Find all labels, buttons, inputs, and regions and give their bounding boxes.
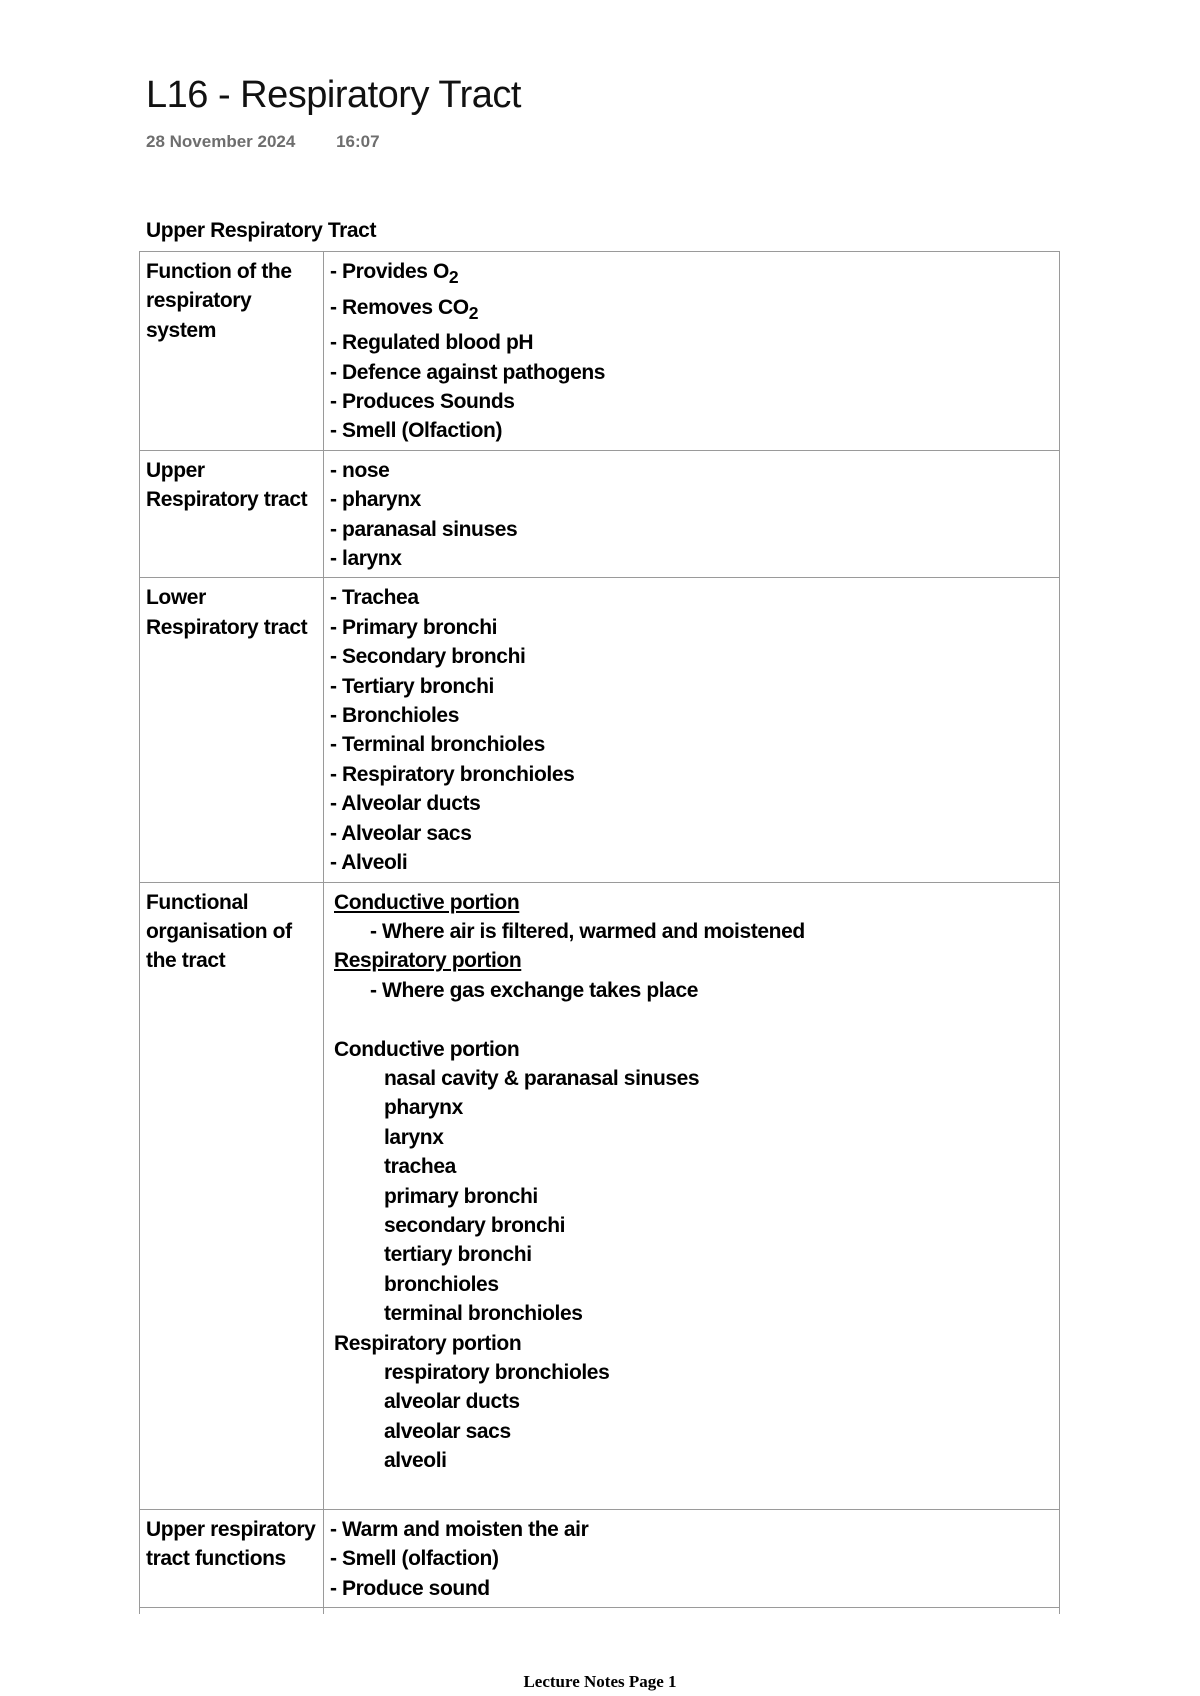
table-row-continued bbox=[140, 1608, 1060, 1615]
list-item: - larynx bbox=[330, 547, 402, 571]
list-item: - Produces Sounds bbox=[330, 390, 515, 413]
list-item-text: - Removes CO bbox=[330, 295, 469, 319]
row-label: Function of the respiratory system bbox=[140, 252, 324, 451]
row-label: Upper respiratory tract functions bbox=[140, 1510, 324, 1608]
table-row bbox=[140, 882, 1060, 1510]
list-item: - Alveoli bbox=[330, 851, 408, 875]
subscript: 2 bbox=[448, 267, 459, 288]
list-item: nasal cavity & paranasal sinuses bbox=[384, 1066, 700, 1090]
page-footer: Lecture Notes Page 1 bbox=[523, 1672, 677, 1691]
conductive-portion-description: - Where air is filtered, warmed and moistened bbox=[370, 919, 805, 943]
list-item: - Tertiary bronchi bbox=[330, 674, 494, 698]
row-content bbox=[324, 578, 1060, 882]
list-item: - Smell (Olfaction) bbox=[330, 419, 503, 443]
blank-line bbox=[330, 1005, 1053, 1034]
table-row bbox=[140, 1510, 1060, 1608]
respiratory-portion-description: - Where gas exchange takes place bbox=[370, 978, 699, 1002]
list-item bbox=[330, 293, 1053, 329]
row-label: Upper Respiratory tract bbox=[140, 450, 324, 578]
conductive-list-title: Conductive portion bbox=[334, 1037, 520, 1061]
list-item: alveolar sacs bbox=[384, 1419, 511, 1443]
list-item: terminal bronchioles bbox=[384, 1302, 583, 1326]
list-item: - nose bbox=[330, 458, 390, 482]
notes-table bbox=[139, 251, 1060, 1614]
conductive-portion-heading: Conductive portion bbox=[334, 890, 520, 914]
table-row bbox=[140, 578, 1060, 882]
list-item: alveoli bbox=[384, 1449, 447, 1473]
row-label: Functional organisation of the tract bbox=[140, 882, 324, 1510]
page-title: L16 - Respiratory Tract bbox=[146, 74, 521, 116]
subscript: 2 bbox=[468, 302, 479, 323]
note-time: 16:07 bbox=[336, 132, 380, 151]
row-label: Lower Respiratory tract bbox=[140, 578, 324, 882]
list-item: - Alveolar sacs bbox=[330, 821, 472, 845]
row-content-empty bbox=[324, 1608, 1060, 1615]
table-row bbox=[140, 252, 1060, 451]
row-content bbox=[324, 1510, 1060, 1608]
list-item: tertiary bronchi bbox=[384, 1243, 532, 1267]
list-item: - Regulated blood pH bbox=[330, 331, 534, 355]
list-item: - Secondary bronchi bbox=[330, 645, 526, 669]
respiratory-list-title: Respiratory portion bbox=[334, 1331, 522, 1355]
list-item: respiratory bronchioles bbox=[384, 1360, 610, 1384]
list-item: - Primary bronchi bbox=[330, 615, 498, 639]
row-content bbox=[324, 882, 1060, 1510]
list-item: alveolar ducts bbox=[384, 1390, 520, 1414]
list-item: primary bronchi bbox=[384, 1184, 538, 1208]
list-item: - Defence against pathogens bbox=[330, 360, 606, 384]
list-item-text: - Provides O bbox=[330, 260, 449, 283]
list-item: secondary bronchi bbox=[384, 1213, 566, 1237]
row-content bbox=[324, 252, 1060, 451]
note-date: 28 November 2024 bbox=[146, 132, 296, 151]
list-item: - Produce sound bbox=[330, 1576, 490, 1600]
blank-line bbox=[330, 1476, 1053, 1505]
list-item: bronchioles bbox=[384, 1272, 499, 1296]
list-item: - Alveolar ducts bbox=[330, 792, 481, 816]
list-item: - Trachea bbox=[330, 586, 419, 610]
list-item: - Bronchioles bbox=[330, 704, 459, 728]
list-item: pharynx bbox=[384, 1096, 463, 1120]
list-item: - pharynx bbox=[330, 488, 421, 512]
row-label-empty bbox=[140, 1608, 324, 1615]
section-heading: Upper Respiratory Tract bbox=[146, 219, 377, 242]
note-metadata bbox=[146, 132, 380, 152]
list-item: - Terminal bronchioles bbox=[330, 733, 545, 757]
respiratory-portion-heading: Respiratory portion bbox=[334, 949, 522, 973]
row-content bbox=[324, 450, 1060, 578]
list-item bbox=[330, 257, 1053, 293]
list-item: - Smell (olfaction) bbox=[330, 1547, 499, 1571]
list-item: - Warm and moisten the air bbox=[330, 1518, 589, 1541]
list-item: trachea bbox=[384, 1155, 456, 1179]
list-item: - paranasal sinuses bbox=[330, 517, 518, 541]
table-row bbox=[140, 450, 1060, 578]
list-item: larynx bbox=[384, 1125, 444, 1149]
list-item: - Respiratory bronchioles bbox=[330, 762, 575, 786]
